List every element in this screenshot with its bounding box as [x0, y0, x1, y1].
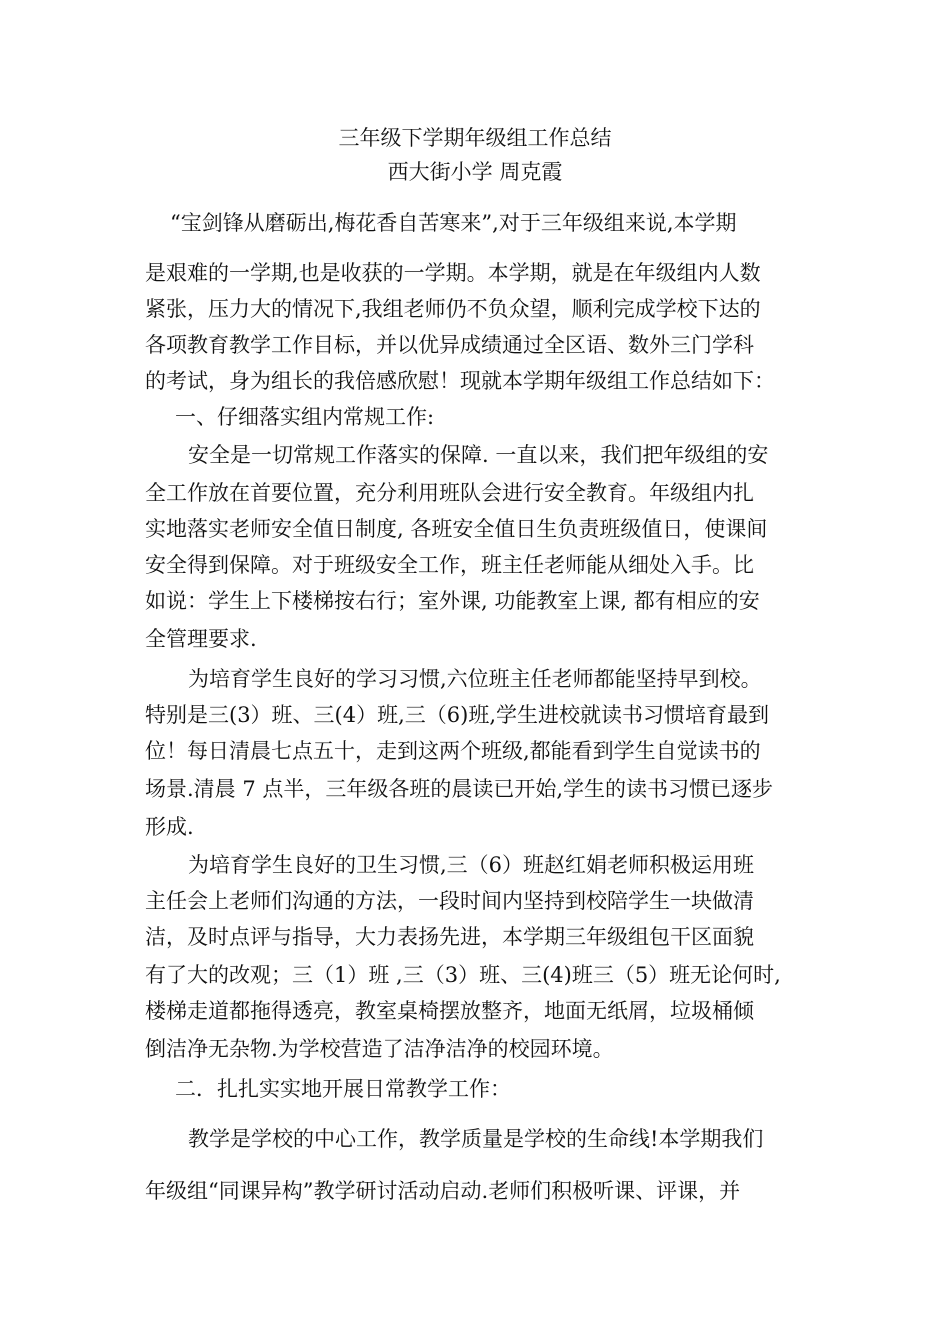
paragraph-line: 的考试，身为组长的我倍感欣慰！现就本学期年级组工作总结如下：	[145, 369, 775, 393]
paragraph-line: 是艰难的一学期,也是收获的一学期。本学期，就是在年级组内人数	[145, 261, 761, 285]
paragraph-line: 全管理要求.	[145, 627, 257, 651]
paragraph-line: 各项教育教学工作目标，并以优异成绩通过全区语、数外三门学科	[145, 333, 754, 357]
paragraph-line: 场景.清晨 7 点半，三年级各班的晨读已开始,学生的读书习惯已逐步	[145, 777, 774, 801]
paragraph-line: 如说：学生上下楼梯按右行；室外课, 功能教室上课, 都有相应的安	[145, 589, 760, 613]
section-heading: 一、仔细落实组内常规工作:	[175, 405, 435, 429]
paragraph-line: 倒洁净无杂物.为学校营造了洁净洁净的校园环境。	[145, 1037, 614, 1061]
paragraph-line: 实地落实老师安全值日制度, 各班安全值日生负责班级值日，使课间	[145, 517, 768, 541]
paragraph-line: 年级组“同课异构”教学研讨活动启动.老师们积极听课、评课，并	[145, 1179, 741, 1203]
paragraph-line: 洁，及时点评与指导，大力表扬先进，本学期三年级组包干区面貌	[145, 925, 754, 949]
paragraph-line: 位！每日清晨七点五十，走到这两个班级,都能看到学生自觉读书的	[145, 739, 761, 763]
paragraph-line: 形成.	[145, 815, 194, 839]
paragraph-line: 有了大的改观；三（1）班 ,三（3）班、三(4)班三（5）班无论何时,	[145, 963, 781, 987]
paragraph-line: 为培育学生良好的卫生习惯,三（6）班赵红娟老师积极运用班	[188, 853, 755, 877]
paragraph-line: 楼梯走道都拖得透亮，教室桌椅摆放整齐，地面无纸屑，垃圾桶倾	[145, 999, 754, 1023]
paragraph-line: 特别是三(3）班、三(4）班,三（6)班,学生进校就读书习惯培育最到	[145, 703, 770, 727]
paragraph-line: 全工作放在首要位置，充分利用班队会进行安全教育。年级组内扎	[145, 481, 754, 505]
paragraph-line: 为培育学生良好的学习习惯,六位班主任老师都能坚持早到校。	[188, 667, 762, 691]
section-heading: 二．扎扎实实地开展日常教学工作：	[175, 1077, 511, 1101]
paragraph-line: 主任会上老师们沟通的方法，一段时间内坚持到校陪学生一块做清	[145, 889, 754, 913]
paragraph-line: 紧张，压力大的情况下,我组老师仍不负众望，顺利完成学校下达的	[145, 297, 761, 321]
document-author: 西大街小学 周克霞	[387, 160, 563, 184]
paragraph-line: “宝剑锋从磨砺出,梅花香自苦寒来”,对于三年级组来说,本学期	[170, 211, 737, 235]
document-title: 三年级下学期年级组工作总结	[338, 126, 612, 150]
paragraph-line: 教学是学校的中心工作，教学质量是学校的生命线!本学期我们	[188, 1127, 764, 1151]
paragraph-line: 安全得到保障。对于班级安全工作，班主任老师能从细处入手。比	[145, 553, 754, 577]
paragraph-line: 安全是一切常规工作落实的保障. 一直以来，我们把年级组的安	[188, 443, 769, 467]
